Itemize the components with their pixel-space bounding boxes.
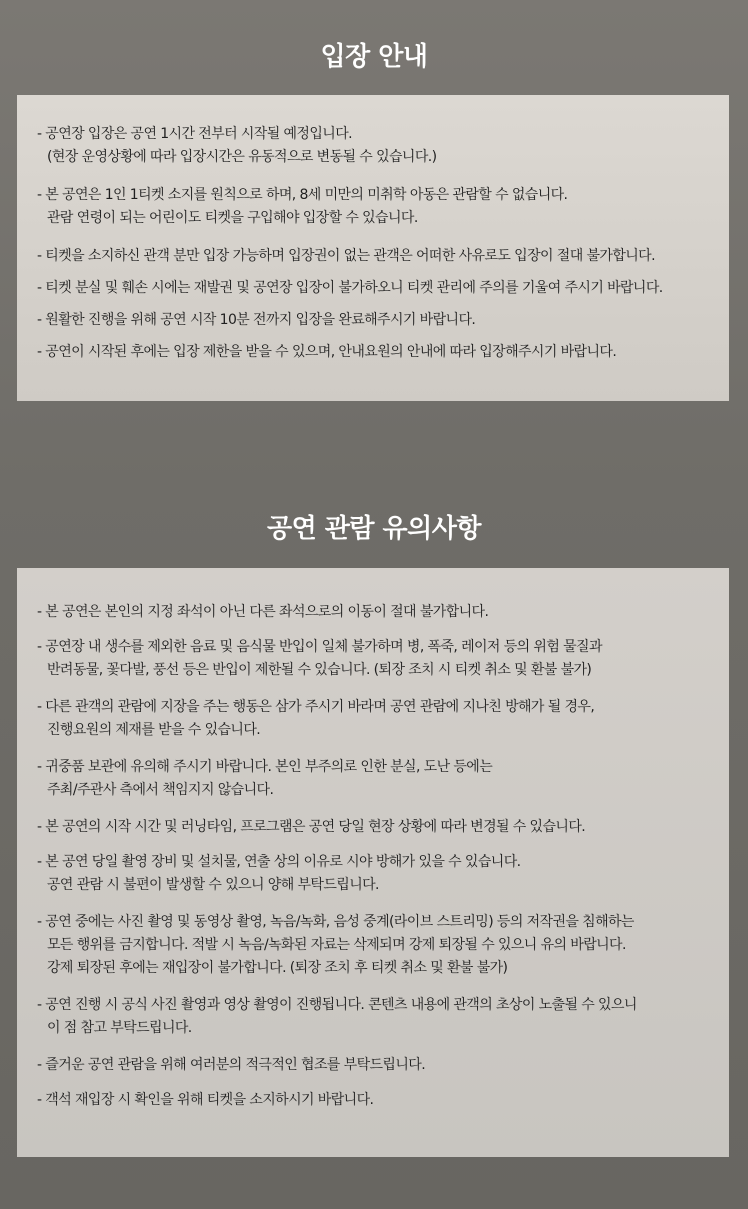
notice-item: - 다른 관객의 관람에 지장을 주는 행동은 삼가 주시기 바라며 공연 관람에 지나친 방해가 될 경우, 진행요원의 제재를 받을 수 있습니다. xyxy=(37,699,595,738)
notice-item: - 본 공연의 시작 시간 및 러닝타임, 프로그램은 공연 당일 현장 상황에 따라 변경될 수 있습니다. xyxy=(37,819,586,835)
entry-guide-title: 입장 안내 xyxy=(320,42,428,72)
notice-item: - 객석 재입장 시 확인을 위해 티켓을 소지하시기 바랍니다. xyxy=(37,1092,374,1108)
notice-item: - 공연 진행 시 공식 사진 촬영과 영상 촬영이 진행됩니다. 콘텐츠 내용에 관객의 초상이 노출될 수 있으니 이 점 참고 부탁드립니다. xyxy=(37,997,637,1036)
notice-item: - 공연장 입장은 공연 1시간 전부터 시작될 예정입니다. (현장 운영상황에 따라 입장시간은 유동적으로 변동될 수 있습니다.) xyxy=(37,126,437,165)
notice-item: - 즐거운 공연 관람을 위해 여러분의 적극적인 협조를 부탁드립니다. xyxy=(37,1057,426,1073)
entry-guide-panel xyxy=(17,95,729,401)
notice-item: - 귀중품 보관에 유의해 주시기 바랍니다. 본인 부주의로 인한 분실, 도난 등에는 주최/주관사 측에서 책임지지 않습니다. xyxy=(37,759,493,798)
notice-item: - 티켓 분실 및 훼손 시에는 재발권 및 공연장 입장이 불가하오니 티켓 관리에 주의를 기울여 주시기 바랍니다. xyxy=(37,280,663,296)
notice-item: - 본 공연 당일 촬영 장비 및 설치물, 연출 상의 이유로 시야 방해가 있을 수 있습니다. 공연 관람 시 불편이 발생할 수 있으니 양해 부탁드립니다. xyxy=(37,854,521,893)
viewing-notice-panel xyxy=(17,568,729,1157)
notice-item: - 공연장 내 생수를 제외한 음료 및 음식물 반입이 일체 불가하며 병, 폭죽, 레이저 등의 위험 물질과 반려동물, 꽃다발, 풍선 등은 반입이 제한될 수 있습니다. (퇴장 조치 시 티켓 취소 및 환불 불가) xyxy=(37,639,602,678)
notice-item: - 티켓을 소지하신 관객 분만 입장 가능하며 입장권이 없는 관객은 어떠한 사유로도 입장이 절대 불가합니다. xyxy=(37,248,655,264)
notice-item: - 본 공연은 본인의 지정 좌석이 아닌 다른 좌석으로의 이동이 절대 불가합니다. xyxy=(37,604,489,620)
viewing-notice-title: 공연 관람 유의사항 xyxy=(266,514,482,544)
notice-item: - 원활한 진행을 위해 공연 시작 10분 전까지 입장을 완료해주시기 바랍니다. xyxy=(37,312,476,328)
notice-item: - 본 공연은 1인 1티켓 소지를 원칙으로 하며, 8세 미만의 미취학 아동은 관람할 수 없습니다. 관람 연령이 되는 어린이도 티켓을 구입해야 입장할 수 있습니다. xyxy=(37,187,568,226)
notice-item: - 공연이 시작된 후에는 입장 제한을 받을 수 있으며, 안내요원의 안내에 따라 입장해주시기 바랍니다. xyxy=(37,344,617,360)
notice-item: - 공연 중에는 사진 촬영 및 동영상 촬영, 녹음/녹화, 음성 중계(라이브 스트리밍) 등의 저작권을 침해하는 모든 행위를 금지합니다. 적발 시 녹음/녹화된 자료는 삭제되며 강제 퇴장될 수 있으니 유의 바랍니다. 강제 퇴장된 후에는 재입장이 불가합니다. (퇴장 조치 후 티켓 취소 및 환불 불가) xyxy=(37,914,634,976)
